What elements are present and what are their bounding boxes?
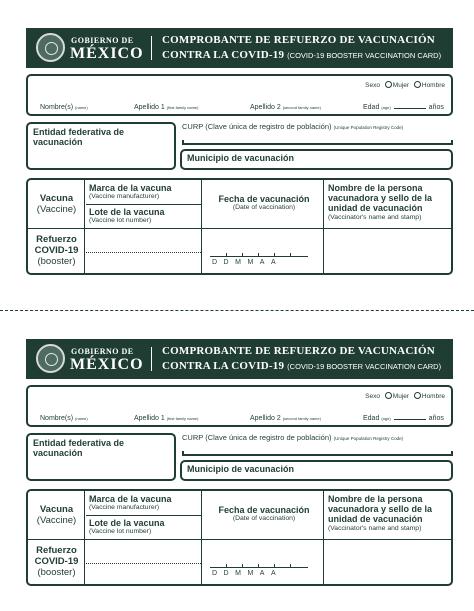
municipio-label: Municipio de vacunación <box>187 464 295 474</box>
marca-cell[interactable]: Marca de la vacuna (Vaccine manufacturer) <box>89 494 172 511</box>
header-divider <box>151 36 152 60</box>
name-section <box>26 74 453 116</box>
edad-field[interactable]: Edad (age) años <box>363 415 444 422</box>
entidad-box[interactable] <box>26 433 176 481</box>
curp-label: CURP (Clave única de registro de población) (Unique Population Registry Code) <box>182 433 404 442</box>
curp-field[interactable] <box>182 454 453 456</box>
lote-cell[interactable]: Lote de la vacuna (Vaccine lot number) <box>89 518 165 535</box>
hombre-radio[interactable] <box>414 392 421 399</box>
entidad-label: Entidad federativa de vacunación <box>33 127 125 147</box>
card-title-line1: COMPROBANTE DE REFUERZO DE VACUNACIÓN <box>162 345 435 357</box>
booster-brand-line[interactable] <box>86 252 201 253</box>
municipio-label: Municipio de vacunación <box>187 153 295 163</box>
card-title-line2: CONTRA LA COVID-19 (COVID-19 BOOSTER VACCINATION CARD) <box>162 49 442 61</box>
refuerzo-label: Refuerzo COVID-19 (booster) <box>34 545 79 578</box>
gov-label-big: MÉXICO <box>70 356 144 373</box>
lote-cell[interactable]: Lote de la vacuna (Vaccine lot number) <box>89 207 165 224</box>
card-title-english: (COVID-19 BOOSTER VACCINATION CARD) <box>287 362 442 371</box>
vaccine-table <box>26 178 453 275</box>
gov-label-big: MÉXICO <box>70 45 144 62</box>
entidad-label: Entidad federativa de vacunación <box>33 438 125 458</box>
fecha-cell[interactable]: Fecha de vacunación (Date of vaccination) <box>218 505 310 522</box>
hombre-radio[interactable] <box>414 81 421 88</box>
marca-cell[interactable]: Marca de la vacuna (Vaccine manufacturer) <box>89 183 172 200</box>
gov-label-small: GOBIERNO DE <box>71 36 134 45</box>
card-header <box>26 339 453 379</box>
card-title-line2: CONTRA LA COVID-19 (COVID-19 BOOSTER VACCINATION CARD) <box>162 360 442 372</box>
curp-label: CURP (Clave única de registro de población) (Unique Population Registry Code) <box>182 122 404 131</box>
entidad-box[interactable] <box>26 122 176 170</box>
mexico-seal-icon <box>36 33 65 62</box>
date-format-letters: DDMMAA <box>212 570 283 577</box>
booster-brand-line[interactable] <box>86 563 201 564</box>
vaccinator-cell[interactable]: Nombre de la persona vacunadora y sello de la unidad de vacunación (Vaccinator's name and stamp) <box>328 494 433 532</box>
nombre-field[interactable]: Nombre(s) (name) <box>40 415 88 422</box>
card-title-line1: COMPROBANTE DE REFUERZO DE VACUNACIÓN <box>162 34 435 46</box>
municipio-box[interactable] <box>180 149 453 170</box>
date-entry-line[interactable] <box>210 256 308 257</box>
date-entry-line[interactable] <box>210 567 308 568</box>
vacuna-label: Vacuna (Vaccine) <box>36 504 77 526</box>
card-header <box>26 28 453 68</box>
refuerzo-label: Refuerzo COVID-19 (booster) <box>34 234 79 267</box>
curp-field[interactable] <box>182 143 453 145</box>
cut-line <box>0 310 474 311</box>
mexico-seal-icon <box>36 344 65 373</box>
vaccinator-cell[interactable]: Nombre de la persona vacunadora y sello de la unidad de vacunación (Vaccinator's name and stamp) <box>328 183 433 221</box>
municipio-box[interactable] <box>180 460 453 481</box>
mujer-radio[interactable] <box>385 81 392 88</box>
mujer-radio[interactable] <box>385 392 392 399</box>
apellido1-field[interactable]: Apellido 1 (first family name) <box>134 415 199 422</box>
sex-selector: Sexo Mujer Hombre <box>365 393 445 400</box>
gov-label-small: GOBIERNO DE <box>71 347 134 356</box>
name-section <box>26 385 453 427</box>
edad-field[interactable]: Edad (age) años <box>363 104 444 111</box>
header-divider <box>151 347 152 371</box>
vaccine-table <box>26 489 453 586</box>
nombre-field[interactable]: Nombre(s) (name) <box>40 104 88 111</box>
date-format-letters: DDMMAA <box>212 259 283 266</box>
sex-selector: Sexo Mujer Hombre <box>365 82 445 89</box>
apellido1-field[interactable]: Apellido 1 (first family name) <box>134 104 199 111</box>
apellido2-field[interactable]: Apellido 2 (second family name) <box>250 104 321 111</box>
apellido2-field[interactable]: Apellido 2 (second family name) <box>250 415 321 422</box>
fecha-cell[interactable]: Fecha de vacunación (Date of vaccination) <box>218 194 310 211</box>
vacuna-label: Vacuna (Vaccine) <box>36 193 77 215</box>
card-title-english: (COVID-19 BOOSTER VACCINATION CARD) <box>287 51 442 60</box>
